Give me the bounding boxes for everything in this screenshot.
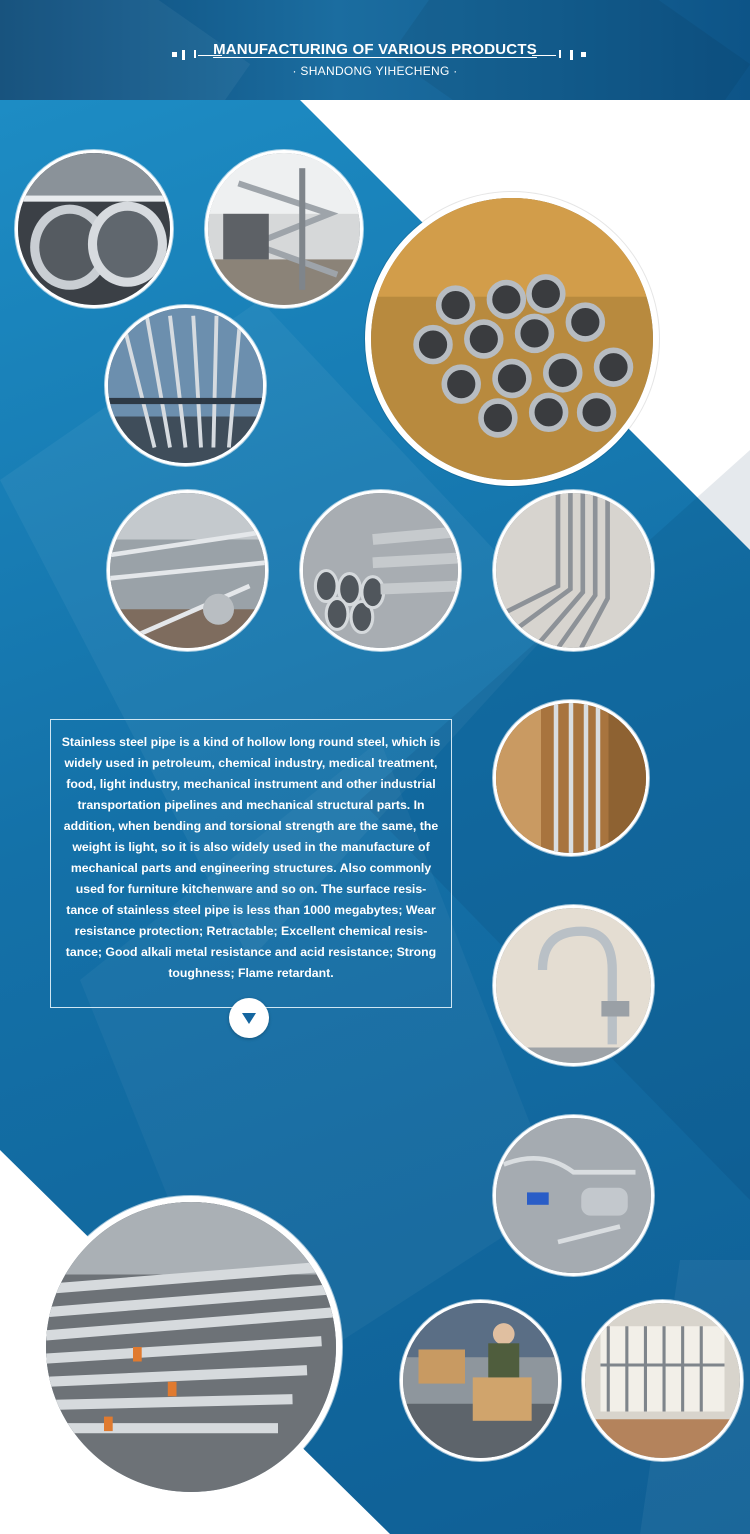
- image-exhaust-system: [493, 1115, 654, 1276]
- description-panel: [50, 719, 452, 1008]
- image-warehouse-pipes: [40, 1196, 342, 1498]
- image-pipe-bundle: [365, 192, 659, 486]
- scroll-down-button[interactable]: [229, 998, 269, 1038]
- image-spiral-staircase: [205, 150, 363, 308]
- image-window-guard: [582, 1300, 743, 1461]
- header-banner: [0, 0, 750, 100]
- image-pipe-rack: [105, 305, 266, 466]
- page-subtitle: · SHANDONG YIHECHENG ·: [292, 64, 458, 78]
- description-text: Stainless steel pipe is a kind of hollow long round steel, which is widely used in petroleum, chemical industry, medical treatment, food, light industry, mechanical instrument and other industrial transportation pipelines and mechanical structural parts. In addition, when bending and torsional strength are the same, the weight is light, so it is also widely used in the manufacture of mechanical parts and engineering structures. Also commonly used for furniture kitchenware and so on. The surface resis- tance of stainless steel pipe is less than 1000 megabytes; Wear resistance protection; Retractable; Excellent chemical resis- tance; Good alkali metal resistance and acid resistance; Strong toughness; Flame retardant.: [61, 735, 441, 980]
- image-factory-pipeline: [107, 490, 268, 651]
- image-curtain-rods: [493, 700, 649, 856]
- chevron-down-icon: [242, 1013, 256, 1024]
- image-polished-pipes: [15, 150, 173, 308]
- page-title: MANUFACTURING OF VARIOUS PRODUCTS: [213, 41, 537, 58]
- image-kitchen-faucet: [493, 905, 654, 1066]
- image-stacked-pipes: [300, 490, 461, 651]
- image-conveyor-boxes: [400, 1300, 561, 1461]
- image-floor-pipelines: [493, 490, 654, 651]
